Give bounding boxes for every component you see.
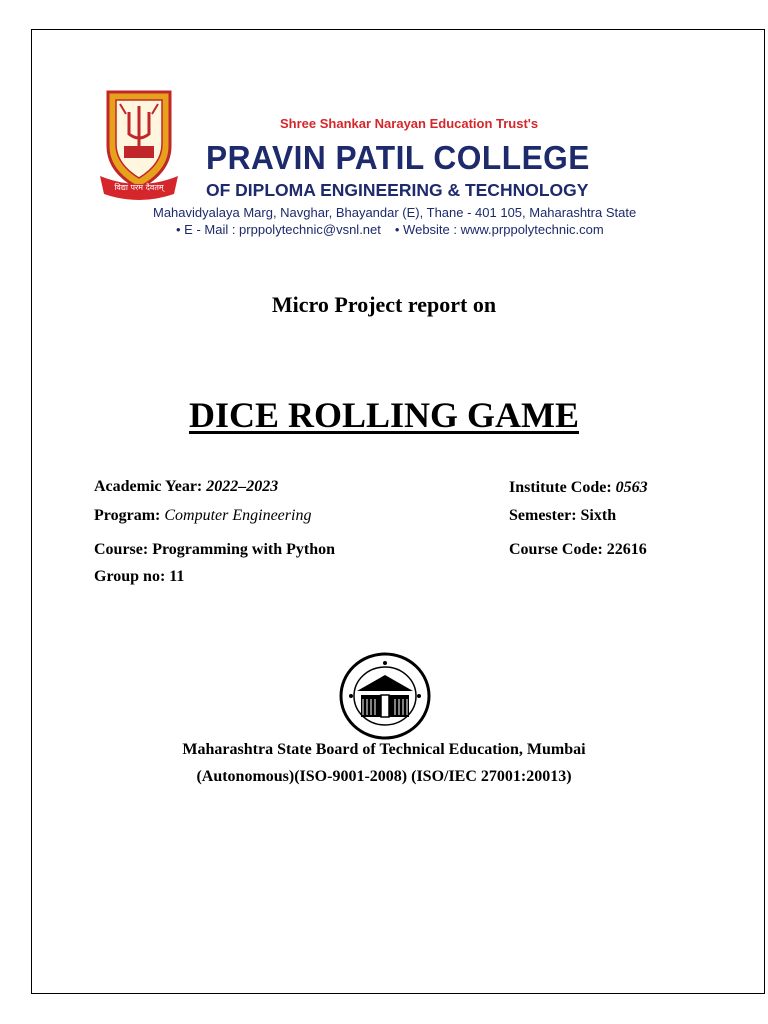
college-crest-icon (98, 84, 180, 202)
board-certification: (Autonomous)(ISO-9001-2008) (ISO/IEC 27001:20013) (196, 768, 572, 785)
svg-text:विद्या परम दैवतम्: विद्या परम दैवतम् (114, 183, 164, 192)
course-code: Course Code: 22616 (509, 541, 647, 558)
course: Course: Programming with Python (94, 541, 336, 558)
college-contact (176, 222, 604, 237)
college-letterhead (98, 84, 678, 244)
program: Program: Computer Engineering (94, 507, 312, 524)
msbte-seal-icon (337, 651, 433, 741)
college-website: • Website : www.prppolytechnic.com (394, 222, 604, 237)
trust-name: Shree Shankar Narayan Education Trust's (280, 116, 539, 131)
college-email: • E - Mail : prppolytechnic@vsnl.net (176, 222, 381, 237)
academic-year: Academic Year: 2022–2023 (94, 478, 279, 495)
report-heading: Micro Project report on (271, 292, 497, 317)
project-title: DICE ROLLING GAME (188, 395, 580, 435)
group-number: Group no: 11 (94, 568, 185, 585)
college-subtitle: OF DIPLOMA ENGINEERING & TECHNOLOGY (206, 180, 589, 200)
board-name: Maharashtra State Board of Technical Education, Mumbai (182, 741, 586, 758)
semester: Semester: Sixth (509, 507, 617, 524)
institute-code: Institute Code: 0563 (509, 479, 648, 496)
college-name: PRAVIN PATIL COLLEGE (206, 139, 590, 176)
college-address: Mahavidyalaya Marg, Navghar, Bhayandar (E), Thane - 401 105, Maharashtra State (153, 205, 637, 220)
